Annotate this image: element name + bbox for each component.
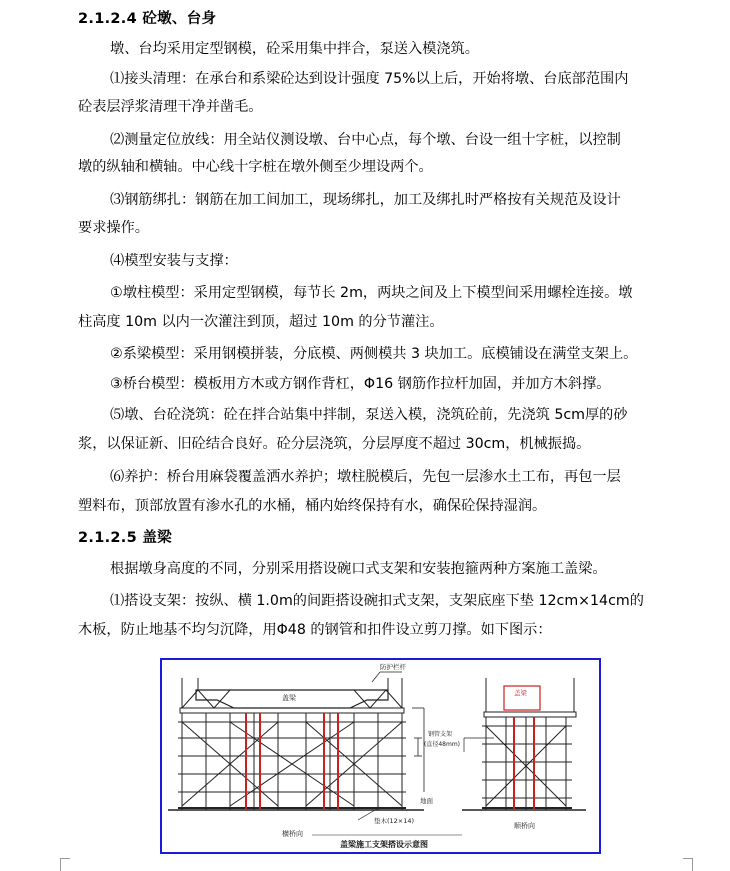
cap-beam-label: 盖梁 [282,694,296,702]
steel-pipe-label: 钢管支架 [428,731,453,738]
paragraph-line: 砼表层浮浆清理干净并凿毛。 [78,99,263,115]
paragraph-line: 塑料布，顶部放置有渗水孔的水桶，桶内始终保持有水，确保砼保持湿润。 [78,498,547,514]
plank-label: 垫木(12×14) [374,817,415,825]
section-heading: 2.1.2.5 盖梁 [78,530,172,546]
guardrail-label: 防护栏杆 [380,663,406,671]
section-heading: 2.1.2.4 砼墩、台身 [78,11,217,27]
paragraph-line: ⑷模型安装与支撑： [110,253,238,269]
scaffold-diagram [162,660,599,852]
crop-mark [60,858,70,859]
ground-label: 地面 [420,797,433,805]
paragraph-line: 墩的纵轴和横轴。中心线十字桩在墩外侧至少埋设两个。 [78,159,433,175]
paragraph-line: ⑴搭设支架：按纵、横 1.0m的间距搭设碗扣式支架，支架底座下垫 12cm×14cm的 [110,593,644,609]
paragraph-line: 柱高度 10m 以内一次灌注到顶，超过 10m 的分节灌注。 [78,314,444,330]
paragraph-line: ②系梁模型：采用钢模拼装，分底模、两侧模共 3 块加工。底模铺设在满堂支架上。 [110,346,638,362]
pipe-diameter-label: (直径48mm) [424,741,461,748]
paragraph-line: ⑹养护：桥台用麻袋覆盖洒水养护；墩柱脱模后，先包一层渗水土工布，再包一层 [110,469,621,485]
crop-mark [692,858,693,871]
scaffold-figure [160,658,601,854]
paragraph-line: ③桥台模型：模板用方木或方钢作背杠，Φ16 钢筋作拉杆加固，并加方木斜撑。 [110,376,611,392]
paragraph-line: 根据墩身高度的不同，分别采用搭设碗口式支架和安装抱箍两种方案施工盖梁。 [110,561,607,577]
paragraph-line: 墩、台均采用定型钢模，砼采用集中拌合，泵送入模浇筑。 [110,41,479,57]
figure-title: 盖梁施工支架搭设示意图 [340,840,428,849]
crop-mark [683,858,693,859]
paragraph-line: ⑴接头清理：在承台和系梁砼达到设计强度 75%以上后，开始将墩、台底部范围内 [110,71,629,87]
paragraph-line: 浆，以保证新、旧砼结合良好。砼分层浇筑，分层厚度不超过 30cm，机械振捣。 [78,436,591,452]
view-transverse-label: 横桥向 [282,830,303,838]
paragraph-line: ⑶钢筋绑扎：钢筋在加工间加工，现场绑扎，加工及绑扎时严格按有关规范及设计 [110,192,621,208]
view-longitudinal-label: 顺桥向 [514,822,535,830]
crop-mark [60,858,61,871]
cap-beam-label-right: 盖梁 [514,689,527,697]
paragraph-line: ⑸墩、台砼浇筑：砼在拌合站集中拌制，泵送入模，浇筑砼前，先浇筑 5cm厚的砂 [110,407,628,423]
paragraph-line: ⑵测量定位放线：用全站仪测设墩、台中心点，每个墩、台设一组十字桩，以控制 [110,132,621,148]
paragraph-line: 木板，防止地基不均匀沉降，用Φ48 的钢管和扣件设立剪刀撑。如下图示： [78,622,552,638]
paragraph-line: 要求操作。 [78,220,149,236]
paragraph-line: ①墩柱模型：采用定型钢模，每节长 2m，两块之间及上下模型间采用螺栓连接。墩 [110,285,633,301]
